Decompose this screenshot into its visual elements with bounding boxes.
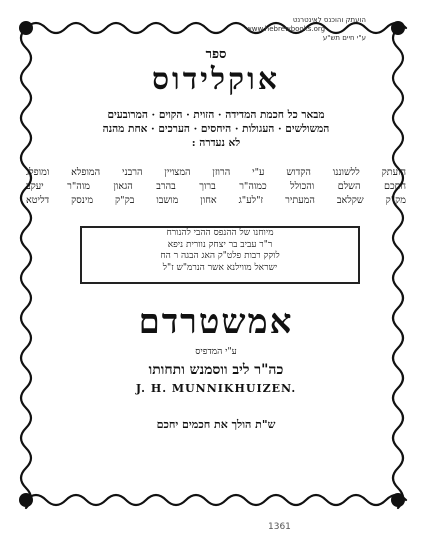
printer-name-latin: J. H. MUNNIKHUIZEN. bbox=[135, 382, 297, 395]
handwritten-mark: 1361 bbox=[268, 522, 291, 532]
seal-line-1: מיוחנו של ההנפס ההבי להנורח bbox=[166, 228, 274, 238]
seal-line-3: לוקק רבות פלט"ק האג הבגה ר הח bbox=[160, 251, 280, 261]
description bbox=[40, 108, 392, 150]
printer-seal bbox=[80, 226, 360, 284]
description-line-1: מבאר כל חכמת המדידה · הזוית · הקוים · המרובעים bbox=[107, 109, 325, 121]
stamp-line-1: הועתק והוכנס לאינטרנט bbox=[292, 16, 366, 24]
city-name: אמשטרדם bbox=[138, 302, 294, 342]
printer-name: כה"ר ליב ווסמנש ותחותו bbox=[148, 362, 284, 378]
description-line-2: המשולשים · העגולות · היחסים · הערכים · אחת מהנה bbox=[102, 123, 330, 135]
translation-line-1: הועתק ללשוננו הקדוש ע"י הרוזן המצויין הרבני המופלא ומופלג bbox=[26, 167, 406, 178]
seal-line-4: ישראל מווילנא אשר הנרמ"ש ז"ל bbox=[162, 262, 278, 273]
sefer-label: ספר bbox=[205, 47, 227, 62]
library-stamp bbox=[246, 16, 366, 43]
translation-line-2: חחכם השלם והכולל כמוה"ר ברוך בהרב הגאון מוה"ר יעקב bbox=[26, 181, 406, 192]
book-title: אוקלידוס bbox=[151, 62, 281, 97]
stamp-line-3: ע"י חיים תש"ע bbox=[322, 34, 366, 42]
printed-by-label: ע"י המדפיס bbox=[195, 347, 237, 357]
description-line-3: לא נעדרה : bbox=[191, 137, 241, 149]
translation-line-3: מק"ק שקלאב המעתיר ז"לע"ג אחון מושבו בק"ק מינסק דליטא bbox=[26, 195, 406, 206]
publication-year: ש"ת הולך את חכמים יחכם bbox=[156, 418, 276, 431]
stamp-url: www.hebrewbooks.org bbox=[246, 25, 326, 33]
title-page bbox=[26, 40, 406, 490]
seal-line-2: ר"ר עביב בר יצחק נוורית ניפא bbox=[167, 239, 273, 250]
translation-paragraph bbox=[26, 166, 406, 208]
